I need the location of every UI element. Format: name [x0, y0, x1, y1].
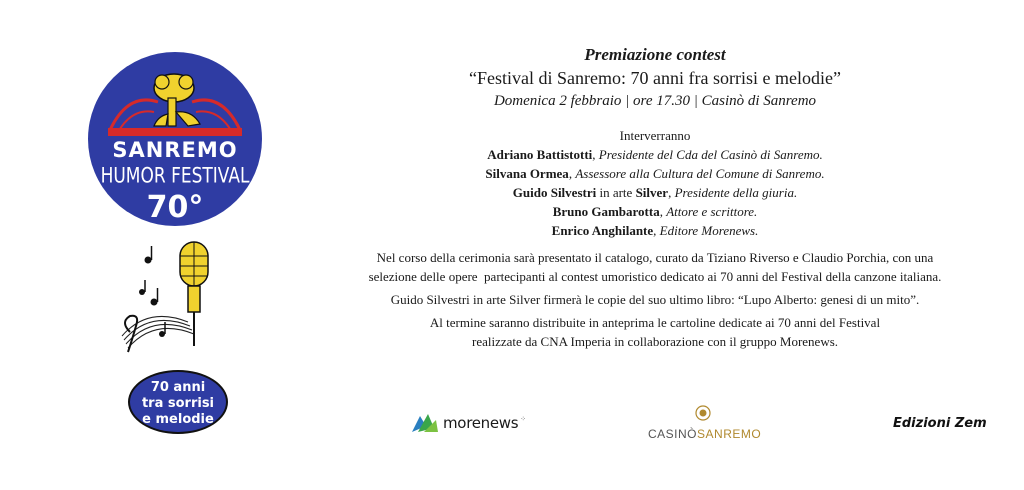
speaker-name: Silvana Ormea — [485, 166, 569, 181]
casino-wordmark-b: SANREMO — [697, 427, 762, 441]
speaker-role: Presidente della giuria. — [674, 185, 798, 200]
speaker-line: Adriano Battistotti, Presidente del Cda del Casinò di Sanremo. — [487, 147, 823, 162]
catalog-paragraph-line-2: selezione delle opere partecipanti al contest umoristico dedicato ai 70 anni del Festival della canzone italiana. — [368, 269, 942, 284]
event-subtitle: “Festival di Sanremo: 70 anni fra sorrisi e melodie” — [469, 68, 841, 88]
morenews-wordmark: morenews — [443, 414, 519, 432]
badge-title-sanremo: SANREMO — [112, 138, 238, 162]
book-signing-paragraph: Guido Silvestri in arte Silver firmerà le copie del suo ultimo libro: “Lupo Alberto: genesi di un mito”. — [390, 292, 920, 307]
festival-badge — [70, 40, 300, 460]
speaker-name: Enrico Anghilante — [551, 223, 654, 238]
speaker-line: Silvana Ormea, Assessore alla Cultura del Comune di Sanremo. — [485, 166, 825, 181]
morenews-logo — [410, 412, 526, 434]
speaker-line: Guido Silvestri in arte Silver, Presidente della giuria. — [512, 185, 798, 200]
edizioni-zem-logo: Edizioni Zem — [893, 416, 987, 431]
morenews-leaf-icon — [410, 412, 440, 434]
speaker-line: Bruno Gambarotta, Attore e scrittore. — [552, 204, 758, 219]
postcards-paragraph-line-2: realizzate da CNA Imperia in collaborazione con il gruppo Morenews. — [471, 334, 839, 349]
speakers-intro: Interverranno — [619, 128, 691, 143]
microphone-illustration — [118, 236, 238, 366]
event-date-line: Domenica 2 febbraio | ore 17.30 | Casinò di Sanremo — [493, 93, 817, 109]
tagline-badge — [128, 370, 228, 434]
catalog-paragraph-line-1: Nel corso della cerimonia sarà presentato il catalogo, curato da Tiziano Riverso e Claudio Porchia, con una — [376, 250, 934, 265]
casino-sanremo-logo — [648, 404, 762, 441]
speaker-mid: in arte — [596, 185, 636, 200]
speaker-alias: Silver — [635, 185, 669, 200]
invitation-text — [300, 44, 1010, 351]
postcards-paragraph-line-1: Al termine saranno distribuite in anteprima le cartoline dedicate ai 70 anni del Festival — [429, 315, 881, 330]
speaker-line: Enrico Anghilante, Editore Morenews. — [551, 223, 759, 238]
speaker-role: Presidente del Cda del Casinò di Sanremo. — [598, 147, 823, 162]
speaker-role: Editore Morenews. — [659, 223, 759, 238]
casino-wordmark-a: CASINÒ — [648, 427, 698, 441]
sanremo-humor-festival-logo — [88, 52, 262, 226]
badge-title-seventy: 70° — [146, 190, 204, 225]
speaker-role: Assessore alla Cultura del Comune di Sanremo. — [575, 166, 825, 181]
speaker-name: Bruno Gambarotta — [552, 204, 660, 219]
casino-crest-icon — [695, 404, 711, 422]
speaker-role: Attore e scrittore. — [666, 204, 758, 219]
microphone-icon — [118, 236, 238, 366]
speaker-name: Adriano Battistotti — [487, 147, 593, 162]
tagline-line-3: e melodie — [142, 412, 214, 427]
badge-title-humor-festival: HUMOR FESTIVAL — [100, 163, 250, 189]
tagline-line-1: 70 anni — [150, 380, 206, 395]
casino-wordmark — [648, 427, 762, 441]
event-heading: Premiazione contest — [584, 45, 726, 64]
morenews-dots-icon: ⁘ — [520, 415, 527, 423]
tagline-line-2: tra sorrisi — [141, 396, 215, 411]
sponsor-logos — [390, 404, 990, 444]
speaker-name: Guido Silvestri — [512, 185, 597, 200]
